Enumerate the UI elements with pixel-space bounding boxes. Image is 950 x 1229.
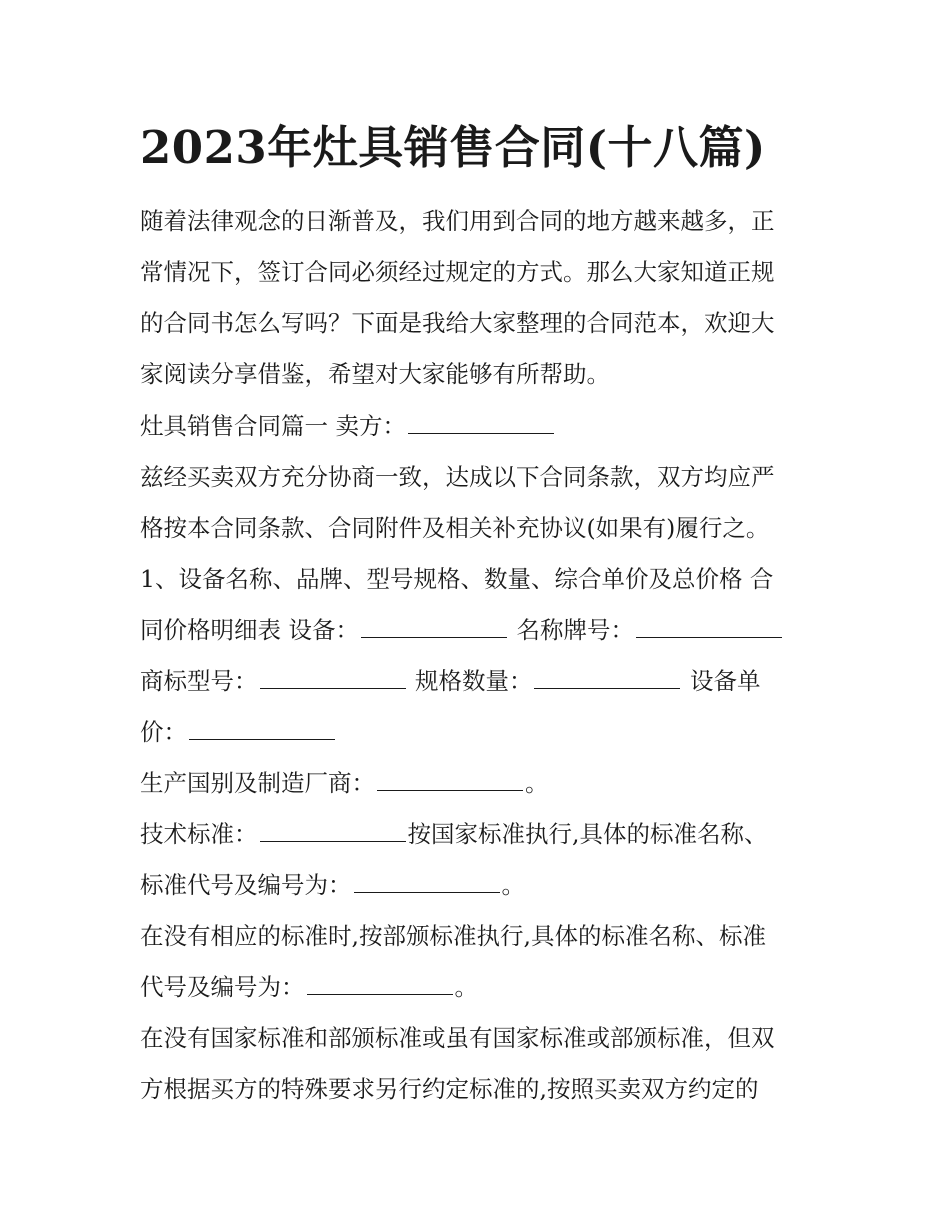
ministry-line: 在没有相应的标准时,按部颁标准执行,具体的标准名称、标准 [140,922,766,950]
quantity-label: 规格数量： [414,667,533,695]
equipment-blank [361,636,507,638]
origin-paragraph [140,758,812,809]
unit-price-label-b: 价： [140,718,187,746]
clause-line: 格按本合同条款、合同附件及相关补充协议(如果有)履行之。 [140,514,770,542]
tech-code-blank [354,891,500,893]
origin-end: 。 [525,769,549,797]
intro-line: 家阅读分享借鉴，希望对大家能够有所帮助。 [140,360,610,388]
ministry-paragraph [140,911,812,1013]
ministry-code-blank [307,993,453,995]
unit-price-blank [189,738,335,740]
special-paragraph [140,1013,812,1115]
document-title: 2023年灶具销售合同(十八篇) [140,121,766,174]
brand-label: 名称牌号： [516,616,634,644]
seller-label: 灶具销售合同篇一 卖方： [140,412,406,440]
tech-paragraph [140,809,812,911]
tech-rest: 按国家标准执行,具体的标准名称、 [407,820,768,848]
item1-line: 1、设备名称、品牌、型号规格、数量、综合单价及总价格 合 [140,565,774,593]
trademark-blank [260,687,406,689]
tech-end: 。 [501,871,525,899]
seller-blank [408,432,554,434]
trademark-label: 商标型号： [140,667,258,695]
origin-label: 生产国别及制造厂商： [140,769,375,797]
clause-intro-paragraph [140,452,812,554]
tech-blank [260,840,406,842]
seller-paragraph [140,401,812,452]
intro-line: 常情况下，签订合同必须经过规定的方式。那么大家知道正规 [140,258,775,286]
intro-line: 的合同书怎么写吗？下面是我给大家整理的合同范本，欢迎大 [140,309,775,337]
equipment-label: 同价格明细表 设备： [140,616,359,644]
clause-line: 兹经买卖双方充分协商一致，达成以下合同条款，双方均应严 [140,463,775,491]
quantity-blank [534,687,680,689]
tech-code-label: 标准代号及编号为： [140,871,352,899]
intro-paragraph [140,196,812,400]
intro-line: 随着法律观念的日渐普及，我们用到合同的地方越来越多，正 [140,207,775,235]
item1-paragraph [140,554,812,758]
ministry-code-label: 代号及编号为： [140,973,305,1001]
special-line: 在没有国家标准和部颁标准或虽有国家标准或部颁标准，但双 [140,1024,775,1052]
unit-price-label-a: 设备单 [689,667,761,695]
tech-label: 技术标准： [140,820,258,848]
special-line: 方根据买方的特殊要求另行约定标准的,按照买卖双方约定的 [140,1075,759,1103]
brand-blank [636,636,782,638]
origin-blank [377,789,523,791]
ministry-end: 。 [454,973,478,1001]
